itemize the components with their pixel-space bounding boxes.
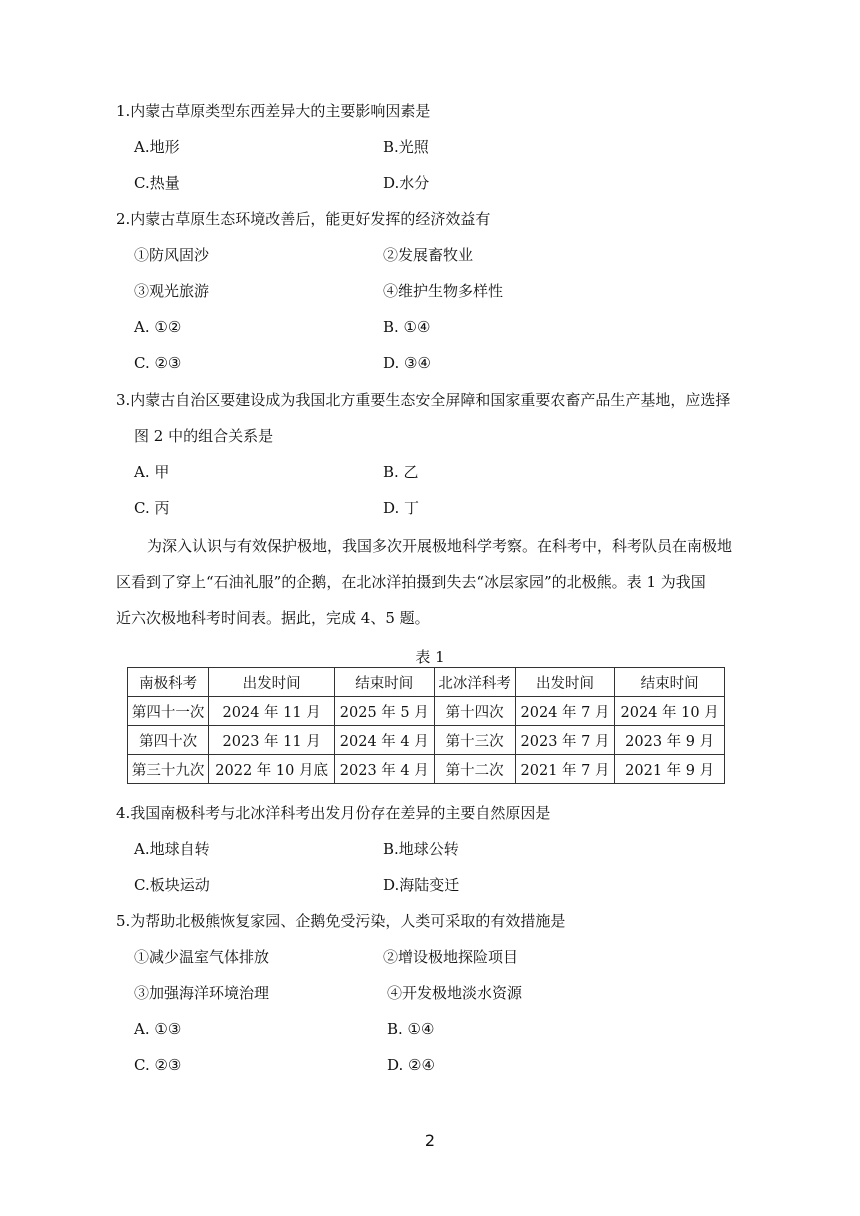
q2-item-2: ②发展畜牧业 — [383, 246, 474, 264]
table-cell: 第四十次 — [128, 726, 209, 755]
table-header-row — [128, 668, 725, 697]
table-cell: 2024 年 7 月 — [515, 697, 615, 726]
q5-option-c: C. ②③ — [134, 1056, 182, 1074]
table-row — [128, 697, 725, 726]
question-5-stem: 5.为帮助北极熊恢复家园、企鹅免受污染，人类可采取的有效措施是 — [116, 912, 566, 930]
table-row — [128, 726, 725, 755]
passage-line-1: 为深入认识与有效保护极地，我国多次开展极地科学考察。在科考中，科考队员在南极地 — [147, 537, 733, 555]
q2-item-1: ①防风固沙 — [134, 246, 210, 264]
header-cell: 出发时间 — [515, 668, 615, 697]
header-cell: 出发时间 — [209, 668, 335, 697]
table-cell: 2025 年 5 月 — [335, 697, 435, 726]
q2-option-a: A. ①② — [134, 318, 182, 336]
passage-line-2: 区看到了穿上“石油礼服”的企鹅，在北冰洋拍摄到失去“冰层家园”的北极熊。表 1 为我国 — [116, 573, 706, 591]
table-cell: 第三十九次 — [128, 755, 209, 784]
q2-item-4: ④维护生物多样性 — [383, 282, 504, 300]
q3-option-c: C. 丙 — [134, 499, 170, 517]
q5-item-4: ④开发极地淡水资源 — [387, 984, 523, 1002]
q2-option-d: D. ③④ — [383, 354, 431, 372]
table-cell: 2023 年 4 月 — [335, 755, 435, 784]
q1-option-a: A.地形 — [134, 138, 180, 156]
q4-option-b: B.地球公转 — [383, 840, 459, 858]
q1-option-c: C.热量 — [134, 174, 180, 192]
q2-item-3: ③观光旅游 — [134, 282, 210, 300]
passage-line-3: 近六次极地科考时间表。据此，完成 4、5 题。 — [116, 609, 430, 627]
table-cell: 第十四次 — [434, 697, 515, 726]
q3-option-d: D. 丁 — [383, 499, 420, 517]
q5-item-1: ①减少温室气体排放 — [134, 948, 270, 966]
q4-option-a: A.地球自转 — [134, 840, 210, 858]
table-cell: 第十三次 — [434, 726, 515, 755]
header-cell: 结束时间 — [615, 668, 725, 697]
q5-option-b: B. ①④ — [387, 1020, 435, 1038]
q1-option-b: B.光照 — [383, 138, 429, 156]
question-4-stem: 4.我国南极科考与北冰洋科考出发月份存在差异的主要自然原因是 — [116, 804, 551, 822]
question-1-stem: 1.内蒙古草原类型东西差异大的主要影响因素是 — [116, 102, 431, 120]
table-cell: 2024 年 4 月 — [335, 726, 435, 755]
header-cell: 结束时间 — [335, 668, 435, 697]
table-cell: 2021 年 9 月 — [615, 755, 725, 784]
table-cell: 2021 年 7 月 — [515, 755, 615, 784]
table-cell: 第十二次 — [434, 755, 515, 784]
table-cell: 2024 年 10 月 — [615, 697, 725, 726]
table-caption: 表 1 — [415, 648, 445, 666]
q4-option-c: C.板块运动 — [134, 876, 210, 894]
q3-option-a: A. 甲 — [134, 463, 170, 481]
table-cell: 2023 年 9 月 — [615, 726, 725, 755]
header-cell: 南极科考 — [128, 668, 209, 697]
header-cell: 北冰洋科考 — [434, 668, 515, 697]
question-2-stem: 2.内蒙古草原生态环境改善后，能更好发挥的经济效益有 — [116, 210, 491, 228]
q5-option-a: A. ①③ — [134, 1020, 182, 1038]
q1-option-d: D.水分 — [383, 174, 430, 192]
question-3-stem-line1: 3.内蒙古自治区要建设成为我国北方重要生态安全屏障和国家重要农畜产品生产基地，应选择 — [116, 391, 731, 409]
expedition-table — [127, 667, 725, 784]
q4-option-d: D.海陆变迁 — [383, 876, 460, 894]
question-3-stem-line2: 图 2 中的组合关系是 — [134, 427, 274, 445]
q5-option-d: D. ②④ — [387, 1056, 435, 1074]
q2-option-b: B. ①④ — [383, 318, 431, 336]
q5-item-3: ③加强海洋环境治理 — [134, 984, 270, 1002]
q2-option-c: C. ②③ — [134, 354, 182, 372]
table-cell: 第四十一次 — [128, 697, 209, 726]
q3-option-b: B. 乙 — [383, 463, 419, 481]
table-cell: 2023 年 11 月 — [209, 726, 335, 755]
q5-item-2: ②增设极地探险项目 — [383, 948, 519, 966]
table-row — [128, 755, 725, 784]
page-number: 2 — [424, 1131, 436, 1150]
table-cell: 2024 年 11 月 — [209, 697, 335, 726]
table-cell: 2022 年 10 月底 — [209, 755, 335, 784]
table-cell: 2023 年 7 月 — [515, 726, 615, 755]
